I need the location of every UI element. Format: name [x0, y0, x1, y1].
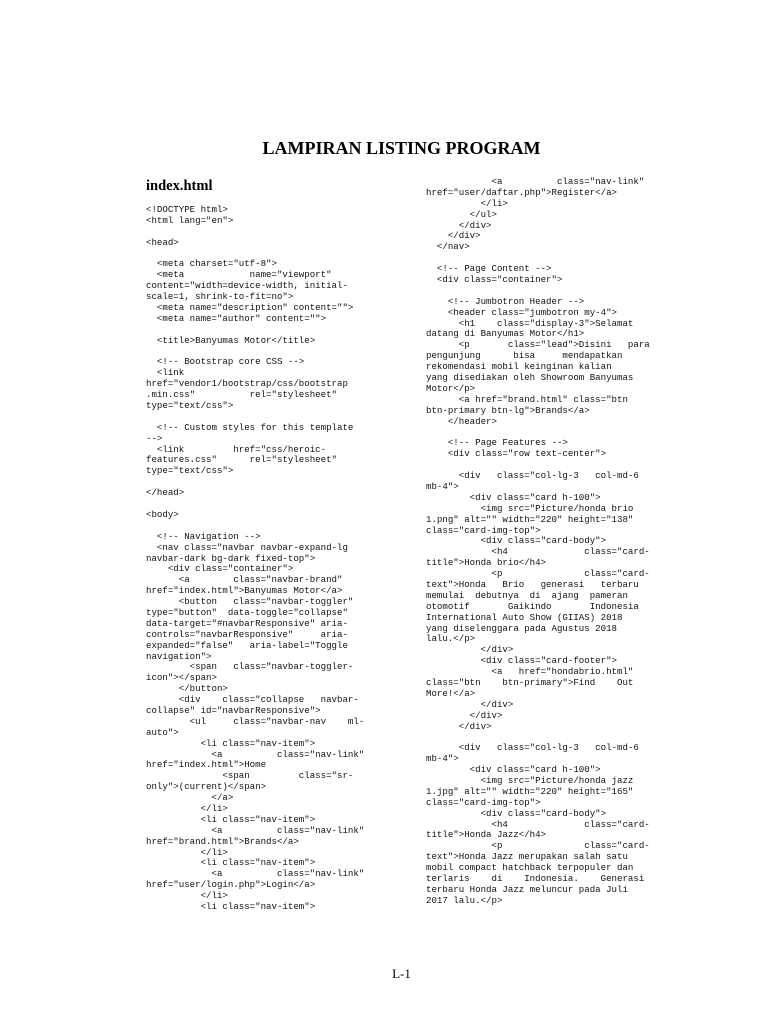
code-line: <a class="nav-link"	[146, 869, 365, 880]
code-line: <div class="container">	[426, 275, 563, 286]
code-line: </li>	[146, 891, 228, 902]
code-line: mobil compact hatchback terpopuler dan	[426, 863, 634, 874]
code-line: </div>	[426, 699, 514, 710]
code-line: <ul class="navbar-nav ml-	[146, 716, 365, 727]
code-line: mb-4">	[426, 754, 459, 765]
code-line: <!DOCTYPE html>	[146, 205, 228, 215]
code-line: <link href="css/heroic-	[146, 444, 327, 455]
code-line: <body>	[146, 509, 179, 520]
code-line: title">Honda Jazz</h4>	[426, 830, 547, 841]
code-line: <h4 class="card-	[426, 547, 650, 558]
code-line: text">Honda Jazz merupakan salah satu	[426, 852, 628, 863]
page-number: L-1	[392, 966, 411, 981]
code-line: <header class="jumbotron my-4">	[426, 307, 617, 318]
code-line: href="user/login.php">Login</a>	[146, 880, 316, 891]
code-line: </li>	[426, 198, 508, 209]
code-line: <a href="hondabrio.html"	[426, 667, 634, 678]
code-column-right	[426, 177, 663, 907]
code-line: <!-- Navigation -->	[146, 531, 261, 542]
code-line: <img src="Picture/honda brio	[426, 503, 634, 514]
code-line: type="button" data-toggle="collapse"	[146, 607, 348, 618]
code-column-left	[146, 205, 381, 913]
code-line: <meta name="author" content="">	[146, 313, 327, 324]
code-line: navbar-dark bg-dark fixed-top">	[146, 553, 316, 564]
code-line: -->	[146, 433, 163, 444]
code-line: </div>	[426, 645, 514, 656]
page-title: LAMPIRAN LISTING PROGRAM	[262, 138, 541, 158]
code-line: navigation">	[146, 651, 212, 662]
code-line: lalu.</p>	[426, 634, 476, 645]
code-line: datang di Banyumas Motor</h1>	[426, 329, 585, 340]
code-line: data-target="#navbarResponsive" aria-	[146, 618, 348, 629]
code-line: href="user/daftar.php">Register</a>	[426, 187, 617, 198]
code-line: </header>	[426, 416, 497, 427]
code-line: .min.css" rel="stylesheet"	[146, 390, 337, 401]
code-line: <!-- Page Features -->	[426, 438, 568, 449]
code-line	[146, 477, 381, 488]
code-line	[426, 460, 663, 471]
code-line	[426, 732, 663, 743]
code-line: </ul>	[426, 209, 497, 220]
code-line: </a>	[146, 793, 234, 804]
code-line: <title>Banyumas Motor</title>	[146, 335, 316, 346]
code-line: <!-- Custom styles for this template	[146, 422, 354, 433]
code-line: <head>	[146, 237, 179, 248]
section-heading: index.html	[146, 178, 213, 194]
code-line: <span class="sr-	[146, 771, 354, 782]
code-line: </div>	[426, 710, 503, 721]
code-line: <meta charset="utf-8">	[146, 259, 277, 270]
code-line: icon"></span>	[146, 673, 217, 684]
code-line: rekomendasi mobil keinginan kalian	[426, 362, 612, 373]
code-line: expanded="false" aria-label="Toggle	[146, 640, 348, 651]
code-line: text">Honda Brio generasi terbaru	[426, 579, 639, 590]
code-line: <div class="collapse navbar-	[146, 695, 359, 706]
code-line: memulai debutnya di ajang pameran	[426, 590, 628, 601]
code-line: type="text/css">	[146, 466, 234, 477]
code-line	[426, 253, 663, 264]
code-line: </nav>	[426, 242, 470, 253]
code-line: yang diselenggara pada Agustus 2018	[426, 623, 617, 634]
code-line	[426, 286, 663, 297]
code-line: More!</a>	[426, 688, 476, 699]
code-line: href="vendor1/bootstrap/css/bootstrap	[146, 379, 348, 390]
code-line: href="brand.html">Brands</a>	[146, 836, 299, 847]
code-line	[426, 427, 663, 438]
code-line: <a class="nav-link"	[146, 825, 365, 836]
code-line: <div class="card h-100">	[426, 765, 601, 776]
code-line: href="index.html">Banyumas Motor</a>	[146, 586, 343, 597]
code-line: mb-4">	[426, 481, 459, 492]
code-line: content="width=device-width, initial-	[146, 281, 348, 292]
code-line	[146, 412, 381, 423]
code-line: </div>	[426, 721, 492, 732]
code-line: <p class="card-	[426, 841, 650, 852]
code-line	[146, 499, 381, 510]
code-line: <p class="lead">Disini para	[426, 340, 650, 351]
code-line: <meta name="description" content="">	[146, 303, 354, 314]
code-line: International Auto Show (GIIAS) 2018	[426, 612, 623, 623]
code-line: <h4 class="card-	[426, 819, 650, 830]
code-line: <a class="nav-link"	[426, 177, 645, 187]
code-line: <div class="card h-100">	[426, 492, 601, 503]
code-line: 1.jpg" alt="" width="220" height="165"	[426, 786, 634, 797]
code-line: <div class="container">	[146, 564, 294, 575]
code-line: <link	[146, 368, 185, 379]
code-line: <img src="Picture/honda jazz	[426, 775, 634, 786]
code-line: only">(current)</span>	[146, 782, 267, 793]
code-line: </button>	[146, 684, 228, 695]
code-line: class="card-img-top">	[426, 797, 541, 808]
code-line: </li>	[146, 847, 228, 858]
code-line: scale=1, shrink-to-fit=no">	[146, 292, 294, 303]
code-line: <li class="nav-item">	[146, 814, 316, 825]
code-line: <li class="nav-item">	[146, 738, 316, 749]
code-line: type="text/css">	[146, 401, 234, 412]
code-line: <!-- Bootstrap core CSS -->	[146, 357, 305, 368]
code-line: btn-primary btn-lg">Brands</a>	[426, 405, 590, 416]
code-line	[146, 521, 381, 532]
code-line: collapse" id="navbarResponsive">	[146, 705, 321, 716]
code-line: <span class="navbar-toggler-	[146, 662, 354, 673]
code-line: Motor</p>	[426, 383, 476, 394]
code-line: <div class="card-footer">	[426, 656, 617, 667]
code-line: <div class="card-body">	[426, 808, 607, 819]
code-line: pengunjung bisa mendapatkan	[426, 351, 623, 362]
code-line: <div class="col-lg-3 col-md-6	[426, 471, 639, 482]
code-line: <a class="nav-link"	[146, 749, 365, 760]
code-line: class="card-img-top">	[426, 525, 541, 536]
code-line: <!-- Page Content -->	[426, 264, 552, 275]
code-line: <p class="card-	[426, 569, 650, 580]
code-line: 1.png" alt="" width="220" height="138"	[426, 514, 634, 525]
code-line: auto">	[146, 727, 179, 738]
code-line: otomotif Gaikindo Indonesia	[426, 601, 639, 612]
code-line: <div class="card-body">	[426, 536, 607, 547]
code-line: <li class="nav-item">	[146, 902, 316, 912]
code-line: </head>	[146, 488, 185, 499]
code-line	[146, 227, 381, 238]
code-line: 2017 lalu.</p>	[426, 895, 503, 906]
code-line: yang disediakan oleh Showroom Banyumas	[426, 373, 634, 384]
code-line	[146, 249, 381, 260]
code-line	[146, 347, 381, 358]
code-line: </div>	[426, 220, 492, 231]
code-line: <div class="row text-center">	[426, 449, 607, 460]
code-line: terlaris di Indonesia. Generasi	[426, 874, 645, 884]
code-line: href="index.html">Home	[146, 760, 267, 771]
code-line: <html lang="en">	[146, 215, 234, 226]
code-line: class="btn btn-primary">Find Out	[426, 677, 634, 688]
code-line: </div>	[426, 231, 481, 242]
code-line	[146, 325, 381, 336]
code-line: <h1 class="display-3">Selamat	[426, 318, 634, 329]
code-line: <div class="col-lg-3 col-md-6	[426, 743, 639, 754]
code-line: <li class="nav-item">	[146, 858, 316, 869]
code-line: <a class="navbar-brand"	[146, 575, 343, 586]
code-line: title">Honda brio</h4>	[426, 558, 547, 569]
code-line: controls="navbarResponsive" aria-	[146, 629, 348, 640]
code-line: <nav class="navbar navbar-expand-lg	[146, 542, 348, 553]
code-line: features.css" rel="stylesheet"	[146, 455, 337, 466]
code-line: terbaru Honda Jazz meluncur pada Juli	[426, 884, 628, 895]
code-line: <a href="brand.html" class="btn	[426, 394, 628, 405]
code-line: <!-- Jumbotron Header -->	[426, 296, 585, 307]
code-line: </li>	[146, 803, 228, 814]
code-line: <button class="navbar-toggler"	[146, 597, 354, 608]
code-line: <meta name="viewport"	[146, 270, 332, 281]
